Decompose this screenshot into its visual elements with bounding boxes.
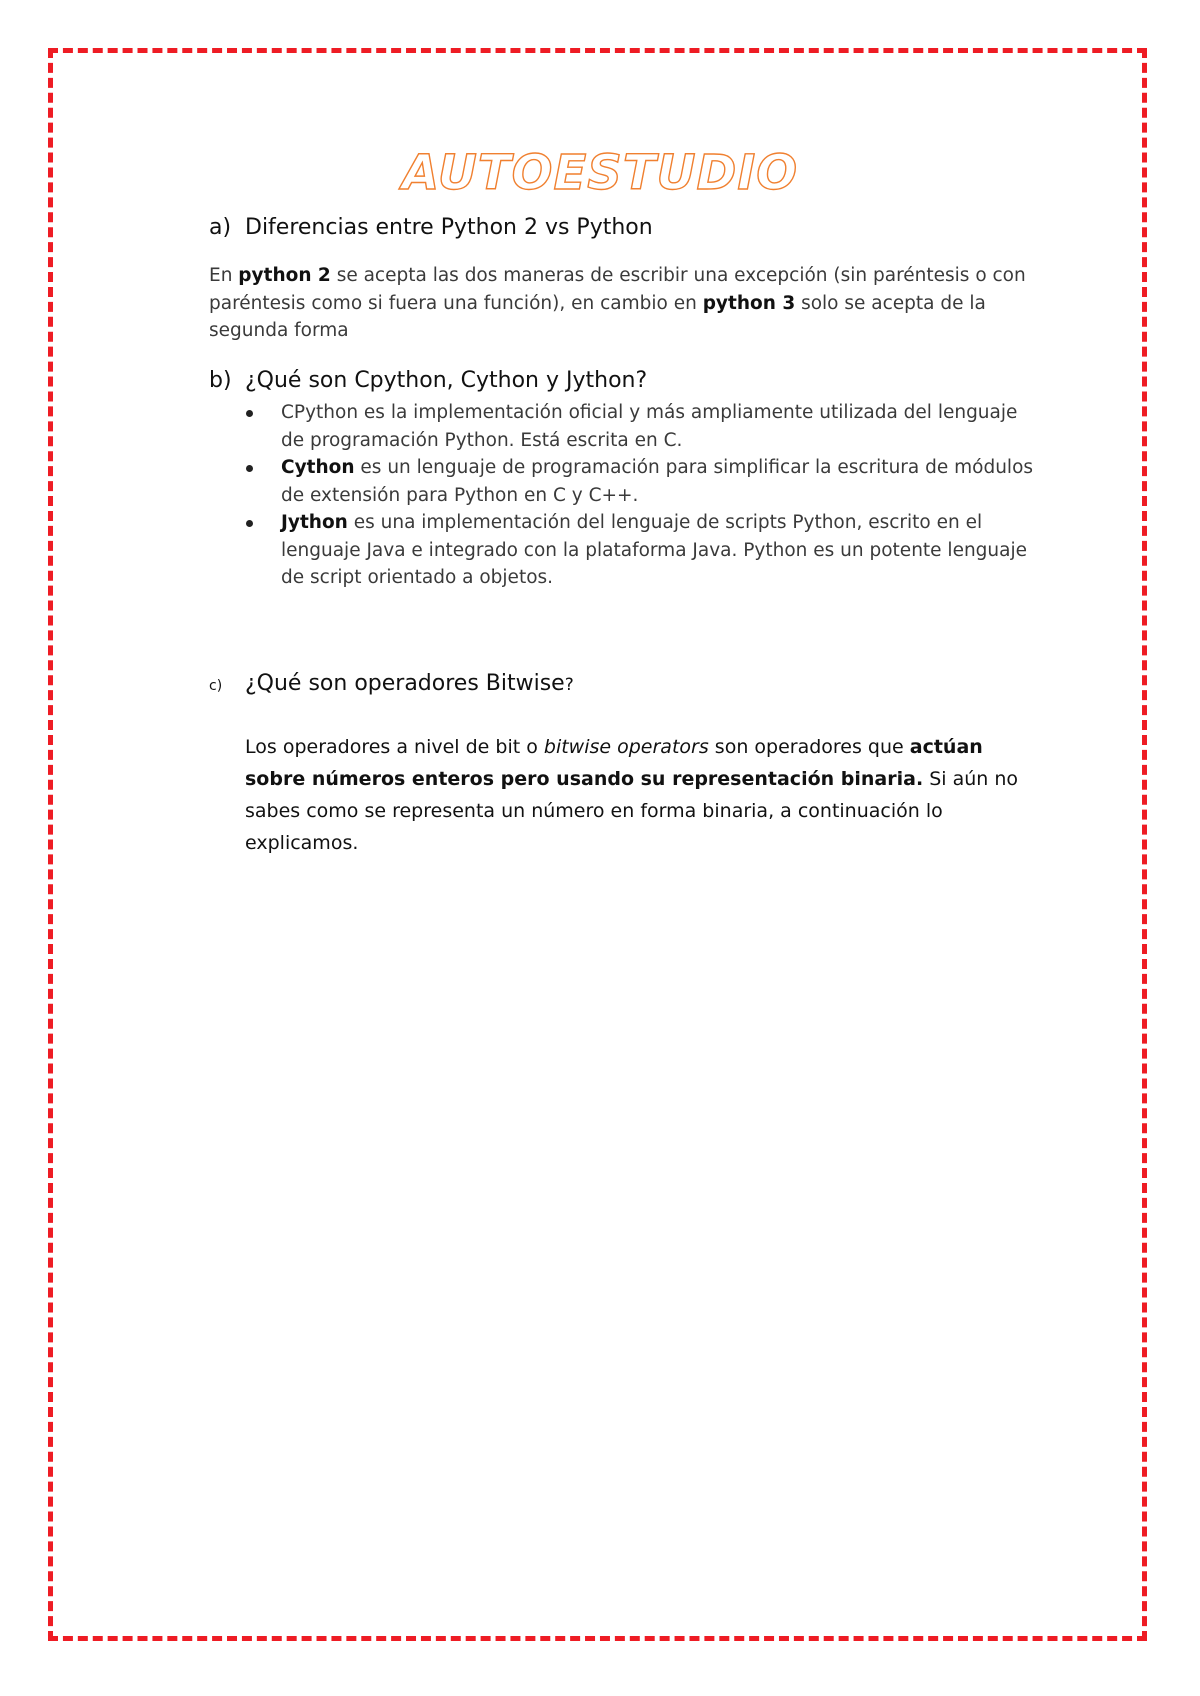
bullet-icon (246, 520, 253, 527)
list-item (246, 454, 1046, 509)
list-item (246, 509, 1046, 592)
section-c-letter: c) (209, 678, 223, 694)
list-item-text: es un lenguaje de programación para simplificar la escritura de módulos de extensión para Python en C y C++. (281, 457, 1034, 506)
section-a-letter: a) (209, 215, 232, 240)
section-c-italic: bitwise operators (543, 736, 709, 758)
section-a-bold-python2: python 2 (238, 265, 331, 286)
list-item-text: es una implementación del lenguaje de scripts Python, escrito en el lenguaje Java e integrado con la plataforma Java. Python es un potente lenguaje de script orientado a objetos. (281, 512, 1028, 588)
section-c-bold: actúan sobre números enteros pero usando su representación binaria. (245, 736, 983, 790)
section-c-heading-text: ¿Qué son operadores Bitwise (245, 671, 565, 696)
section-a-text-2: se acepta las dos maneras de escribir una excepción (sin paréntesis o con paréntesis como si fuera una función), en cambio en (209, 265, 1026, 314)
section-b-heading-text: ¿Qué son Cpython, Cython y Jython? (245, 368, 648, 393)
section-c-heading-end: ? (564, 675, 574, 695)
section-c-text-1: Los operadores a nivel de bit o (245, 736, 544, 758)
bullet-icon (246, 410, 253, 417)
list-item-bold: Jython (281, 512, 348, 533)
section-a-text-3: solo se acepta de la segunda forma (209, 292, 986, 341)
document-title: AUTOESTUDIO (401, 145, 799, 201)
section-c-text-3: Si aún no sabes como se representa un número en forma binaria, a continuación lo explicamos. (245, 768, 1019, 854)
list-item-bold: Cython (281, 457, 355, 478)
section-a-heading (209, 213, 653, 243)
section-b-letter: b) (209, 368, 232, 393)
section-a-heading-text: Diferencias entre Python 2 vs Python (245, 215, 653, 240)
section-a-bold-python3: python 3 (702, 292, 796, 314)
section-c-paragraph (245, 731, 1025, 859)
section-b-list (246, 399, 1046, 592)
section-c-text-2: son operadores que (708, 736, 910, 758)
section-a-text-1: En (209, 265, 239, 286)
section-a-paragraph (209, 262, 1029, 345)
section-b-heading (209, 366, 647, 396)
section-c-heading (209, 669, 574, 701)
list-item-text: CPython es la implementación oficial y más ampliamente utilizada del lenguaje de programación Python. Está escrita en C. (281, 402, 1018, 451)
list-item (246, 399, 1046, 454)
bullet-icon (246, 465, 253, 472)
